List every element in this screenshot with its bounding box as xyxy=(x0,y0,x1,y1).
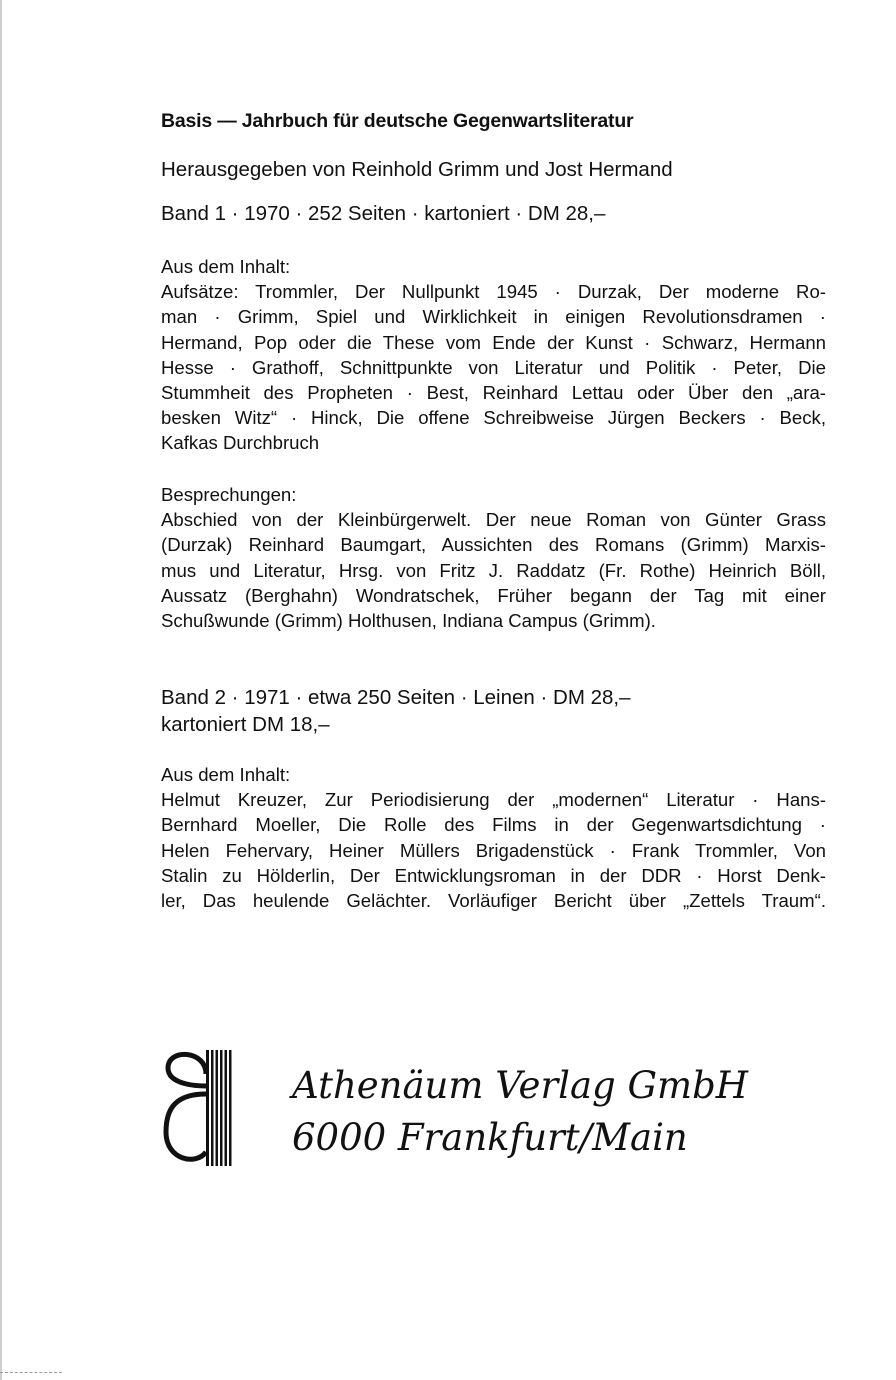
volume2-contents-line: Helmut Kreuzer, Zur Periodisierung der „modernen“ Literatur · Hans- xyxy=(161,789,826,811)
volume1-reviews-line: (Durzak) Reinhard Baumgart, Aussichten des Romans (Grimm) Marxis- xyxy=(161,534,826,556)
volume1-contents-line: Kafkas Durchbruch xyxy=(161,432,320,454)
scan-mark xyxy=(0,1372,62,1374)
volume1-reviews-line: mus und Literatur, Hrsg. von Fritz J. Raddatz (Fr. Rothe) Heinrich Böll, xyxy=(161,559,826,581)
volume1-reviews-heading: Besprechungen: xyxy=(161,484,297,505)
volume1-contents-line: man · Grimm, Spiel und Wirklichkeit in einigen Revolutionsdramen · xyxy=(161,306,826,328)
series-title: Basis — Jahrbuch für deutsche Gegenwartsliteratur xyxy=(161,110,634,132)
volume1-contents-line: Stummheit des Propheten · Best, Reinhard Lettau oder Über den „ara- xyxy=(161,381,826,403)
volume2-info-line2: kartoniert DM 18,– xyxy=(161,713,330,736)
volume1-contents-line: besken Witz“ · Hinck, Die offene Schreibweise Jürgen Beckers · Beck, xyxy=(161,407,826,429)
publisher-city: 6000 Frankfurt/Main xyxy=(292,1116,688,1159)
publisher-imprint xyxy=(292,1060,812,1164)
volume1-info: Band 1 · 1970 · 252 Seiten · kartoniert · DM 28,– xyxy=(161,202,606,225)
volume1-contents-line: Hermand, Pop oder die These vom Ende der Kunst · Schwarz, Hermann xyxy=(161,331,826,353)
volume2-info-line1: Band 2 · 1971 · etwa 250 Seiten · Leinen · DM 28,– xyxy=(161,686,631,709)
volume1-contents-heading: Aus dem Inhalt: xyxy=(161,256,291,277)
publisher-name: Athenäum Verlag GmbH xyxy=(292,1064,749,1107)
volume1-reviews-line: Abschied von der Kleinbürgerwelt. Der neue Roman von Günter Grass xyxy=(161,509,826,531)
page-edge xyxy=(0,0,2,1380)
volume1-reviews xyxy=(161,482,826,633)
volume2-contents-line: Bernhard Moeller, Die Rolle des Films in der Gegenwartsdichtung · xyxy=(161,814,826,836)
volume2-contents-line: Stalin zu Hölderlin, Der Entwicklungsroman in der DDR · Horst Denk- xyxy=(161,864,826,886)
athenaeum-a-logo-icon xyxy=(162,1040,234,1168)
volume1-contents xyxy=(161,254,826,456)
volume2-contents-line: Helen Fehervary, Heiner Müllers Brigadenstück · Frank Trommler, Von xyxy=(161,839,826,861)
volume1-reviews-line: Aussatz (Berghahn) Wondratschek, Früher begann der Tag mit einer xyxy=(161,584,826,606)
volume2-contents-line: ler, Das heulende Gelächter. Vorläufiger Bericht über „Zettels Traum“. xyxy=(161,889,826,911)
volume2-contents-heading: Aus dem Inhalt: xyxy=(161,764,291,785)
editors-line: Herausgegeben von Reinhold Grimm und Jost Hermand xyxy=(161,158,673,181)
volume1-contents-line: Hesse · Grathoff, Schnittpunkte von Literatur und Politik · Peter, Die xyxy=(161,356,826,378)
volume2-contents xyxy=(161,762,826,913)
volume1-reviews-line: Schußwunde (Grimm) Holthusen, Indiana Campus (Grimm). xyxy=(161,609,656,631)
volume2-info xyxy=(161,684,826,738)
volume1-contents-line: Aufsätze: Trommler, Der Nullpunkt 1945 · Durzak, Der moderne Ro- xyxy=(161,281,826,303)
